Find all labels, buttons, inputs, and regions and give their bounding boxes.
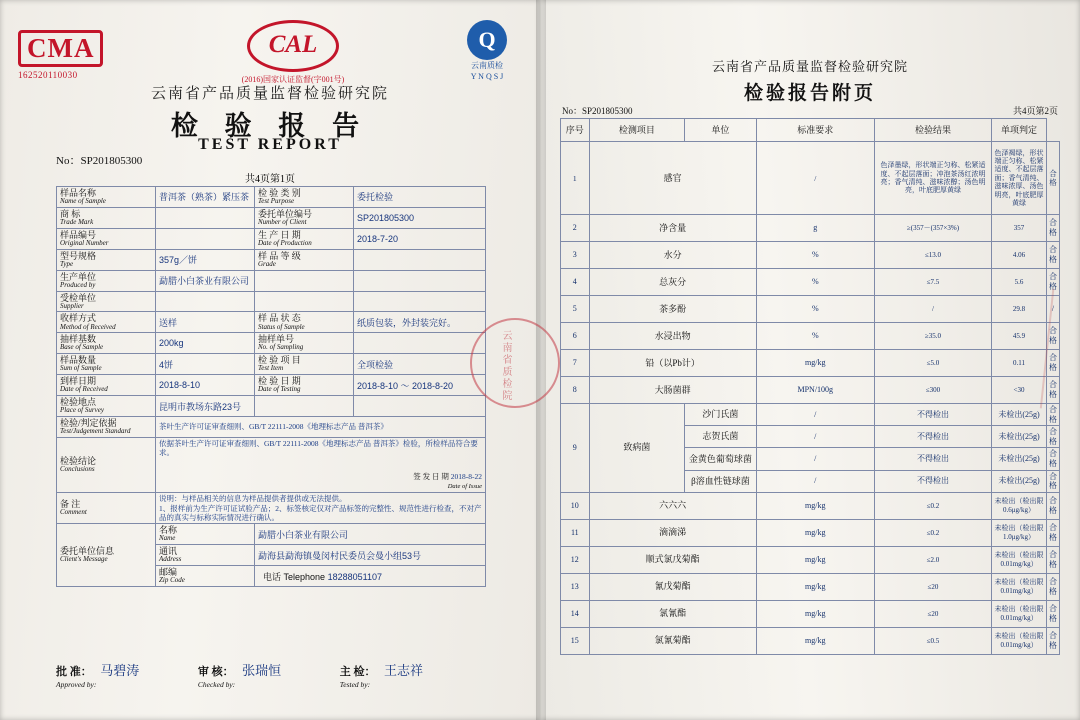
cell-requirement: 不得检出 xyxy=(874,470,991,492)
cma-logo xyxy=(18,30,130,80)
cell-verdict: 合格 xyxy=(1047,627,1060,654)
sample-info-row xyxy=(57,354,486,375)
right-report-no xyxy=(562,104,633,117)
cell-requirement: ≤0.2 xyxy=(874,519,991,546)
left-report-no xyxy=(56,152,142,168)
approved-label-en: Approved by: xyxy=(56,680,97,689)
cell-verdict: 合格 xyxy=(1047,323,1060,350)
field-value-2 xyxy=(354,333,486,354)
cell-result: 4.06 xyxy=(992,242,1047,269)
field-label-2: 检 验 项 目 Test Item xyxy=(255,354,354,375)
th-no: 序号 xyxy=(561,119,590,142)
cell-unit: / xyxy=(756,470,874,492)
cell-subitem: 沙门氏菌 xyxy=(685,404,757,426)
table-row xyxy=(561,323,1060,350)
cell-unit: / xyxy=(756,448,874,470)
checked-label-cn: 审 核： xyxy=(197,666,234,678)
table-row xyxy=(561,600,1060,627)
cell-unit: mg/kg xyxy=(756,492,874,519)
cell-unit: MPN/100g xyxy=(756,377,874,404)
sample-info-row xyxy=(57,228,486,249)
sample-info-row xyxy=(57,333,486,354)
cell-no: 1 xyxy=(561,142,590,215)
cell-no: 8 xyxy=(561,377,590,404)
field-value-2: 全项检验 xyxy=(354,354,486,375)
sample-info-row xyxy=(57,396,486,417)
cell-requirement: ≥(357－(357×3%) xyxy=(874,215,991,242)
signature-row xyxy=(56,660,486,690)
field-value xyxy=(156,207,255,228)
cell-requirement: 不得检出 xyxy=(874,448,991,470)
cell-requirement: ≤0.5 xyxy=(874,627,991,654)
cell-result: 未检出（检出限0.6μg/kg） xyxy=(992,492,1047,519)
client-label: 委托单位信息 Client's Message xyxy=(57,524,156,587)
field-value xyxy=(156,291,255,312)
cell-verdict: 合格 xyxy=(1047,242,1060,269)
cell-item: 滴滴涕 xyxy=(589,519,756,546)
cell-item: 总灰分 xyxy=(589,269,756,296)
left-page-count: 共4页第1页 xyxy=(245,174,295,185)
cell-requirement: ≥35.0 xyxy=(874,323,991,350)
field-label-2: 检 验 类 别 Test Purpose xyxy=(255,187,354,208)
cell-result: 色泽褐绿，形状端正匀称、松紧适度、不起层落面；香气清纯、滋味浓厚、汤色明亮，叶底肥厚黄绿 xyxy=(992,142,1047,215)
field-label-2: 检 验 日 期 Date of Testing xyxy=(255,375,354,396)
cell-unit: mg/kg xyxy=(756,519,874,546)
checked-name: 张瑞恒 xyxy=(242,663,282,678)
red-seal-text: 云南省质检院 xyxy=(500,330,511,402)
cell-no: 11 xyxy=(561,519,590,546)
cell-result: 5.6 xyxy=(992,269,1047,296)
field-value: 200kg xyxy=(156,333,255,354)
cell-verdict: 合格 xyxy=(1047,448,1060,470)
field-label: 生产单位 Produced by xyxy=(57,270,156,291)
field-label: 样品名称 Name of Sample xyxy=(57,187,156,208)
field-label: 抽样基数 Base of Sample xyxy=(57,333,156,354)
cell-subitem: β溶血性链球菌 xyxy=(685,470,757,492)
conclusion-label: 检验结论 Conclusions xyxy=(57,437,156,492)
signature-approved xyxy=(56,660,198,690)
table-row xyxy=(561,492,1060,519)
cell-verdict: 合格 xyxy=(1047,426,1060,448)
table-row xyxy=(561,215,1060,242)
cell-result: 29.8 xyxy=(992,296,1047,323)
cell-result: <30 xyxy=(992,377,1047,404)
th-unit: 单位 xyxy=(685,119,757,142)
cell-result: 未检出（检出限0.01mg/kg） xyxy=(992,546,1047,573)
table-row xyxy=(561,377,1060,404)
right-report-no-value: SP201805300 xyxy=(582,106,633,116)
cell-result: 未检出（检出限1.0μg/kg） xyxy=(992,519,1047,546)
cell-item: 氰戊菊酯 xyxy=(589,573,756,600)
right-org-name: 云南省产品质量监督检验研究院 xyxy=(711,59,908,74)
cell-verdict: 合格 xyxy=(1047,600,1060,627)
right-page-count: 共4页第2页 xyxy=(1012,106,1058,116)
cell-item: 顺式氯戊菊酯 xyxy=(589,546,756,573)
cell-verdict: 合格 xyxy=(1047,492,1060,519)
cell-verdict: 合格 xyxy=(1047,519,1060,546)
table-row xyxy=(561,269,1060,296)
cell-requirement: 不得检出 xyxy=(874,404,991,426)
cell-no: 12 xyxy=(561,546,590,573)
sample-info-row xyxy=(57,207,486,228)
table-row xyxy=(561,296,1060,323)
ynqsj-cn: 云南质检 xyxy=(471,61,503,70)
sample-info-table xyxy=(56,186,486,587)
field-label: 收样方式 Method of Received xyxy=(57,312,156,333)
cell-subitem: 志贺氏菌 xyxy=(685,426,757,448)
field-label-2: 生 产 日 期 Date of Production xyxy=(255,228,354,249)
cell-result: 未检出(25g) xyxy=(992,404,1047,426)
right-title: 检验报告附页 xyxy=(743,83,876,104)
cell-result: 未检出（检出限0.01mg/kg） xyxy=(992,600,1047,627)
sample-info-row xyxy=(57,187,486,208)
field-value: 昆明市教场东路23号 xyxy=(156,396,255,417)
right-report-no-label: No： xyxy=(562,106,582,116)
signature-tested xyxy=(340,660,482,690)
table-row xyxy=(561,573,1060,600)
cell-result: 未检出(25g) xyxy=(992,448,1047,470)
tested-label-cn: 主 检： xyxy=(339,666,376,678)
cell-item: 大肠菌群 xyxy=(589,377,756,404)
field-value: 送样 xyxy=(156,312,255,333)
sample-info-row xyxy=(57,312,486,333)
cell-item: 感官 xyxy=(589,142,756,215)
cell-unit: g xyxy=(756,215,874,242)
cal-subtext: (2016)国家认证监督(字001号) xyxy=(241,75,345,84)
conclusion-row xyxy=(57,437,486,492)
approved-label-cn: 批 准： xyxy=(56,666,92,678)
conclusion-value: 依据茶叶生产许可证审查细则、GB/T 22111-2008《地理标志产品 普洱茶》检验，所检样品符合要求。 签 发 日 期 2018-8-22 Date of Issue xyxy=(156,437,486,492)
cell-unit: % xyxy=(756,242,874,269)
cell-requirement: ≤20 xyxy=(874,600,991,627)
cell-item: 铅（以Pb计） xyxy=(589,350,756,377)
client-contact-value: 电话 Telephone 18288051107 xyxy=(255,566,486,587)
field-label: 受检单位 Supplier xyxy=(57,291,156,312)
field-label-2: 样 品 等 级 Grade xyxy=(255,249,354,270)
client-name-label: 名称 Name xyxy=(156,524,255,545)
cell-verdict: 合格 xyxy=(1047,546,1060,573)
cell-requirement: ≤13.0 xyxy=(874,242,991,269)
field-value-2: SP201805300 xyxy=(354,207,486,228)
field-value-2 xyxy=(354,396,486,417)
cell-item: 水分 xyxy=(589,242,756,269)
test-results-table xyxy=(560,118,1060,655)
cell-result: 45.9 xyxy=(992,323,1047,350)
tested-name: 王志祥 xyxy=(384,663,424,678)
cell-item: 六六六 xyxy=(589,492,756,519)
field-value xyxy=(156,228,255,249)
field-value-2: 纸质包装，外封装完好。 xyxy=(354,312,486,333)
cell-verdict: 合格 xyxy=(1047,404,1060,426)
cell-verdict: 合格 xyxy=(1047,470,1060,492)
th-verdict: 单项判定 xyxy=(992,119,1047,142)
field-value-2 xyxy=(354,270,486,291)
field-value: 勐腊小白茶业有限公司 xyxy=(156,270,255,291)
table-row xyxy=(561,242,1060,269)
judgement-label: 检验/判定依据 Test/Judgement Standard xyxy=(57,416,156,437)
cell-item: 氯氰菊酯 xyxy=(589,627,756,654)
table-row xyxy=(561,519,1060,546)
field-label-2 xyxy=(255,270,354,291)
cell-item: 氯氰酯 xyxy=(589,600,756,627)
field-label-2 xyxy=(255,396,354,417)
field-label: 样品数量 Sum of Sample xyxy=(57,354,156,375)
field-label: 样品编号 Original Number xyxy=(57,228,156,249)
client-name-value: 勐腊小白茶业有限公司 xyxy=(255,524,486,545)
cell-requirement: ≤0.2 xyxy=(874,492,991,519)
field-label: 商 标 Trade Mark xyxy=(57,207,156,228)
cell-requirement: ≤20 xyxy=(874,573,991,600)
cma-text: CMA xyxy=(27,33,95,63)
cell-result: 未检出(25g) xyxy=(992,426,1047,448)
field-value-2 xyxy=(354,291,486,312)
table-row xyxy=(561,142,1060,215)
cell-no: 9 xyxy=(561,404,590,493)
cell-item: 净含量 xyxy=(589,215,756,242)
cell-unit: mg/kg xyxy=(756,627,874,654)
client-addr-value: 勐海县勐海镇曼闵村民委员会曼小组53号 xyxy=(255,545,486,566)
cell-unit: mg/kg xyxy=(756,600,874,627)
comment-value: 说明：与样品相关的信息为样品提供者提供或无法提供。 1、报样前为生产许可证试验产品；2、标签核定仅对产品标签的完整性、规范性进行检查，不对产品的真实与标称实际情况进行确认。 xyxy=(156,493,486,524)
cell-verdict: 合格 xyxy=(1047,269,1060,296)
cell-requirement: 色泽墨绿，形状端正匀称、松紧适度、不起层落面；冲泡茶汤红浓明亮；香气清纯、滋味浓醇；汤色明亮，叶底肥厚黄绿 xyxy=(874,142,991,215)
field-value-2: 委托检验 xyxy=(354,187,486,208)
cell-result: 357 xyxy=(992,215,1047,242)
cell-unit: mg/kg xyxy=(756,573,874,600)
cell-requirement: ≤300 xyxy=(874,377,991,404)
cell-verdict: 合格 xyxy=(1047,350,1060,377)
cell-requirement: / xyxy=(874,296,991,323)
cell-no: 7 xyxy=(561,350,590,377)
cell-result: 未检出（检出限0.01mg/kg） xyxy=(992,573,1047,600)
table-header-row xyxy=(561,119,1060,142)
cell-requirement: ≤2.0 xyxy=(874,546,991,573)
table-row xyxy=(561,627,1060,654)
cell-verdict: 合格 xyxy=(1047,573,1060,600)
cell-unit: / xyxy=(756,142,874,215)
table-row xyxy=(561,546,1060,573)
table-row xyxy=(561,350,1060,377)
cell-requirement: ≤7.5 xyxy=(874,269,991,296)
field-value: 4饼 xyxy=(156,354,255,375)
field-value-2: 2018-7-20 xyxy=(354,228,486,249)
sample-info-row xyxy=(57,270,486,291)
cell-unit: % xyxy=(756,296,874,323)
cell-unit: % xyxy=(756,323,874,350)
left-report-no-value: SP201805300 xyxy=(80,155,143,167)
cell-result: 未检出(25g) xyxy=(992,470,1047,492)
field-value: 普洱茶（熟茶）紧压茶 xyxy=(156,187,255,208)
field-label: 型号规格 Type xyxy=(57,249,156,270)
judgement-row xyxy=(57,416,486,437)
judgement-value: 茶叶生产许可证审查细则、GB/T 22111-2008《地理标志产品 普洱茶》 xyxy=(156,416,486,437)
cell-no: 3 xyxy=(561,242,590,269)
field-value-2 xyxy=(354,249,486,270)
cell-subitem: 金黄色葡萄球菌 xyxy=(685,448,757,470)
tested-label-en: Tested by: xyxy=(339,680,371,689)
cell-verdict: 合格 xyxy=(1047,377,1060,404)
sample-info-row xyxy=(57,375,486,396)
cell-requirement: ≤5.0 xyxy=(874,350,991,377)
cell-no: 10 xyxy=(561,492,590,519)
cell-requirement: 不得检出 xyxy=(874,426,991,448)
cell-no: 5 xyxy=(561,296,590,323)
field-label: 检验地点 Place of Survey xyxy=(57,396,156,417)
cell-no: 2 xyxy=(561,215,590,242)
left-title-en: TEST REPORT xyxy=(198,136,342,153)
field-label-2 xyxy=(255,291,354,312)
comment-row xyxy=(57,493,486,524)
th-item: 检测项目 xyxy=(589,119,685,142)
cell-verdict: 合格 xyxy=(1047,142,1060,215)
field-label-2: 委托单位编号 Number of Client xyxy=(255,207,354,228)
cell-item: 茶多酚 xyxy=(589,296,756,323)
field-value-2: 2018-8-10 ～ 2018-8-20 xyxy=(354,375,486,396)
field-label-2: 抽样单号 No. of Sampling xyxy=(255,333,354,354)
comment-label: 备 注 Comment xyxy=(57,493,156,524)
field-label-2: 样 品 状 态 Status of Sample xyxy=(255,312,354,333)
th-result: 检验结果 xyxy=(874,119,991,142)
ynqsj-logo xyxy=(452,20,522,82)
sample-info-row xyxy=(57,291,486,312)
sample-info-row xyxy=(57,249,486,270)
ynqsj-en: Y N Q S J xyxy=(470,71,504,81)
th-requirement: 标准要求 xyxy=(756,119,874,142)
field-value: 2018-8-10 xyxy=(156,375,255,396)
cell-verdict: / xyxy=(1047,296,1060,323)
cell-unit: / xyxy=(756,404,874,426)
client-zip-label: 邮编 Zip Code xyxy=(156,566,255,587)
cell-item-group: 致病菌 xyxy=(589,404,685,493)
cma-number: 162520110030 xyxy=(18,70,78,80)
field-label: 到样日期 Date of Received xyxy=(57,375,156,396)
cell-no: 6 xyxy=(561,323,590,350)
cell-item: 水浸出物 xyxy=(589,323,756,350)
client-info-row xyxy=(57,524,486,545)
cell-result: 0.11 xyxy=(992,350,1047,377)
cell-unit: mg/kg xyxy=(756,350,874,377)
cal-logo xyxy=(238,20,348,85)
cell-result: 未检出（检出限0.01mg/kg） xyxy=(992,627,1047,654)
logo-row xyxy=(0,14,540,88)
ynqsj-letter: Q xyxy=(478,27,496,52)
cal-text: CAL xyxy=(268,31,318,58)
cell-unit: / xyxy=(756,426,874,448)
signature-checked xyxy=(198,660,340,690)
left-title-cn: 检 验 报 告 xyxy=(170,111,370,141)
cell-unit: % xyxy=(756,269,874,296)
field-value: 357g／饼 xyxy=(156,249,255,270)
client-addr-label: 通讯 Address xyxy=(156,545,255,566)
cell-no: 14 xyxy=(561,600,590,627)
left-report-no-label: No： xyxy=(56,155,81,167)
table-row xyxy=(561,404,1060,426)
cell-no: 15 xyxy=(561,627,590,654)
cell-no: 13 xyxy=(561,573,590,600)
checked-label-en: Checked by: xyxy=(197,680,236,689)
cell-unit: mg/kg xyxy=(756,546,874,573)
cell-no: 4 xyxy=(561,269,590,296)
approved-name: 马碧涛 xyxy=(100,663,140,678)
cell-verdict: 合格 xyxy=(1047,215,1060,242)
left-org-name: 云南省产品质量监督检验研究院 xyxy=(150,86,389,102)
